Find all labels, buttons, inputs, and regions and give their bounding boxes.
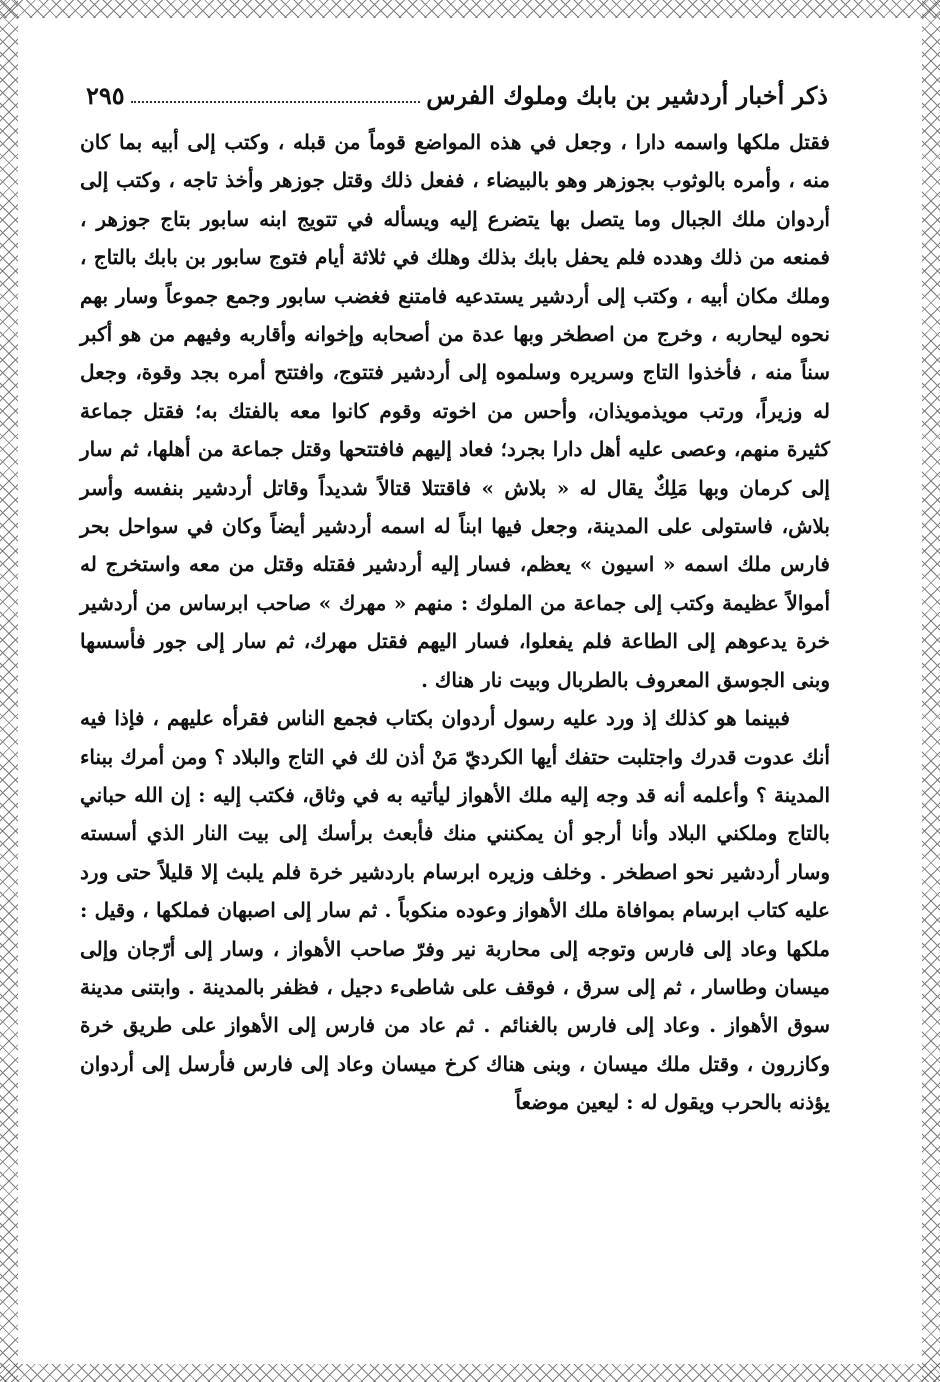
body-text bbox=[80, 123, 830, 1122]
ornamental-border-top bbox=[0, 0, 940, 18]
paragraph-2: فبينما هو كذلك إذ ورد عليه رسول أردوان بكتاب فجمع الناس فقرأه عليهم ، فإذا فيه أنك عدوت قدرك واجتلبت حتفك أيها الكرديّ مَنْ أذن لك في التاج والبلاد ؟ ومن أمرك ببناء المدينة ؟ وأعلمه أنه قد وجه إليه ملك الأهواز ليأتيه به في وثاق، فكتب إليه : إن الله حباني بالتاج وملكني البلاد وأنا أرجو أن يمكنني منك فأبعث برأسك إلى بيت النار الذي أسسته وسار أردشير نحو اصطخر . وخلف وزيره ابرسام باردشير خرة فلم يلبث إلا قليلاً حتى ورد عليه كتاب ابرسام بموافاة ملك الأهواز وعوده منكوباً . ثم سار إلى اصبهان فملكها ، وقيل : ملكها وعاد إلى فارس وتوجه إلى محاربة نير وفرّ صاحب الأهواز ، وسار إلى أرّجان وإلى ميسان وطاسار ، ثم إلى سرق ، فوقف على شاطىء دجيل ، فظفر بالمدينة . وابتنى مدينة سوق الأهواز . وعاد إلى فارس بالغنائم . ثم عاد من فارس إلى الأهواز على طريق خرة وكازرون ، وقتل ملك ميسان ، وبنى هناك كرخ ميسان وعاد إلى فارس فأرسل إلى أردوان يؤذنه بالحرب ويقول له : ليعين موضعاً bbox=[80, 706, 830, 1115]
page-header bbox=[86, 76, 828, 110]
paragraph-1: فقتل ملكها واسمه دارا ، وجعل في هذه المواضع قوماً من قبله ، وكتب إلى أبيه بما كان منه ، وأمره بالوثوب بجوزهر وهو بالبيضاء ، ففعل ذلك وقتل جوزهر وأخذ تاجه ، وكتب إلى أردوان ملك الجبال وما يتصل بها يتضرع إليه ويسأله في تتويج ابنه سابور بتاج جوزهر ، فمنعه من ذلك وهدده فلم يحفل بابك بذلك وهلك في ثلاثة أيام فتوج سابور بن بابك بالتاج ، وملك مكان أبيه ، وكتب إلى أردشير يستدعيه فامتنع فغضب سابور وجمع جموعاً وسار بهم نحوه ليحاربه ، وخرج من اصطخر وبها عدة من أصحابه وإخوانه وأقاربه وفيهم من هو أكبر سناً منه ، فأخذوا التاج وسريره وسلموه إلى أردشير فتتوج، وافتتح أمره بجد وقوة، وجعل له وزيراً، ورتب مويذمويذان، وأحس من اخوته وقوم كانوا معه بالفتك به؛ فقتل جماعة كثيرة منهم، وعصى عليه أهل دارا بجرد؛ فعاد إليهم فافتتحها وقتل جماعة من أهلها، ثم سار إلى كرمان وبها مَلِكٌ يقال له « بلاش » فاقتتلا قتالاً شديداً وقاتل أردشير بنفسه وأسر بلاش، فاستولى على المدينة، وجعل فيها ابناً له اسمه أردشير أيضاً وكان في سواحل بحر فارس ملك اسمه « اسيون » يعظم، فسار إليه أردشير فقتله وقتل من معه واستخرج له أموالاً عظيمة وكتب إلى جماعة من الملوك : منهم « مهرك » صاحب ابرساس من أردشير خرة يدعوهم إلى الطاعة فلم يفعلوا، فسار اليهم فقتل مهرك، ثم سار إلى جور فأسسها وبنى الجوسق المعروف بالطربال وبيت نار هناك . bbox=[80, 130, 830, 692]
header-dotted-leader bbox=[131, 101, 421, 103]
running-title: ذكر أخبار أردشير بن بابك وملوك الفرس bbox=[426, 81, 828, 110]
ornamental-border-left bbox=[0, 0, 18, 1382]
ornamental-border-bottom bbox=[0, 1364, 940, 1382]
page-number: ٢٩٥ bbox=[86, 81, 125, 110]
ornamental-border-right bbox=[922, 0, 940, 1382]
